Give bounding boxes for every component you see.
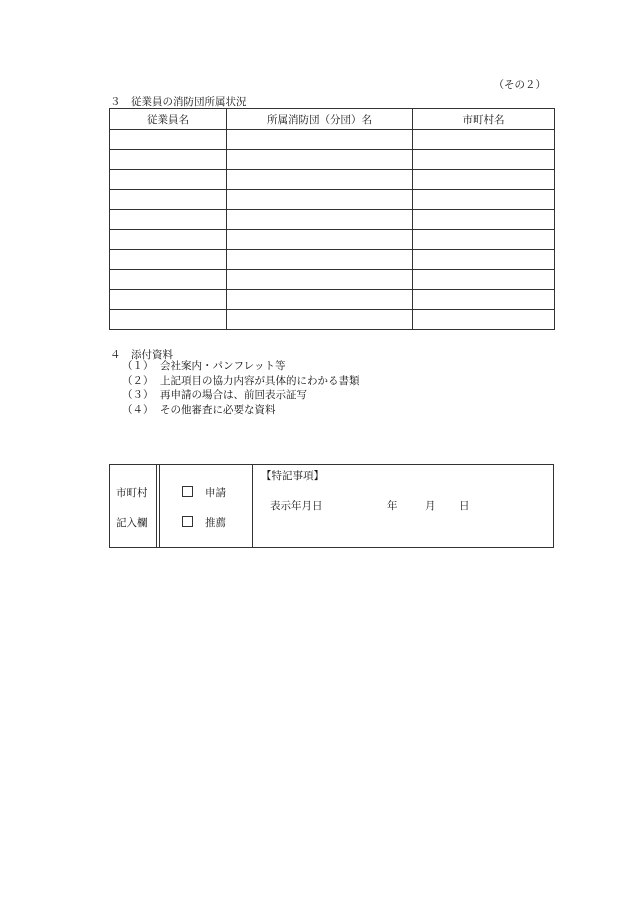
municipality-cell[interactable] <box>413 150 555 170</box>
recommendation-option[interactable]: 推薦 <box>182 515 226 530</box>
affiliation-table <box>109 108 555 330</box>
table-row <box>110 150 555 170</box>
employee-name-cell[interactable] <box>110 250 227 270</box>
month-label: 月 <box>425 500 436 512</box>
table-row <box>110 250 555 270</box>
municipality-entry-box <box>109 464 554 548</box>
employee-name-cell[interactable] <box>110 130 227 150</box>
table-row <box>110 130 555 150</box>
header-employee-name: 従業員名 <box>110 109 227 130</box>
employee-name-cell[interactable] <box>110 230 227 250</box>
year-label: 年 <box>387 500 398 512</box>
table-row <box>110 170 555 190</box>
municipality-cell[interactable] <box>413 270 555 290</box>
fire-brigade-cell[interactable] <box>227 230 413 250</box>
table-header-row <box>110 109 555 130</box>
attachment-list <box>122 359 360 417</box>
list-item: （１） 会社案内・パンフレット等 <box>122 360 286 372</box>
entry-column-label: 記入欄 <box>116 517 148 529</box>
fire-brigade-cell[interactable] <box>227 150 413 170</box>
municipality-label-cell <box>110 465 156 547</box>
employee-name-cell[interactable] <box>110 170 227 190</box>
application-checkbox[interactable] <box>182 486 193 497</box>
fire-brigade-cell[interactable] <box>227 250 413 270</box>
table-row <box>110 310 555 330</box>
section4-title: ４ 添付資料 <box>110 349 173 361</box>
municipality-cell[interactable] <box>413 170 555 190</box>
page-note: （その２） <box>493 79 546 91</box>
fire-brigade-cell[interactable] <box>227 190 413 210</box>
header-fire-brigade-name: 所属消防団（分団）名 <box>227 109 413 130</box>
display-date-label: 表示年月日 <box>270 500 323 512</box>
header-municipality-name: 市町村名 <box>413 109 555 130</box>
list-item: （２） 上記項目の協力内容が具体的にわかる書類 <box>122 374 360 387</box>
special-notes-cell <box>253 465 553 547</box>
fire-brigade-cell[interactable] <box>227 270 413 290</box>
fire-brigade-cell[interactable] <box>227 310 413 330</box>
municipality-cell[interactable] <box>413 230 555 250</box>
table-row <box>110 230 555 250</box>
municipality-cell[interactable] <box>413 130 555 150</box>
employee-name-cell[interactable] <box>110 270 227 290</box>
recommendation-checkbox[interactable] <box>182 516 193 527</box>
employee-name-cell[interactable] <box>110 190 227 210</box>
municipality-label: 市町村 <box>116 487 148 499</box>
fire-brigade-cell[interactable] <box>227 170 413 190</box>
list-item: （４） その他審査に必要な資料 <box>122 403 276 416</box>
day-label: 日 <box>459 500 470 512</box>
employee-name-cell[interactable] <box>110 290 227 310</box>
type-options-cell <box>160 465 253 547</box>
employee-name-cell[interactable] <box>110 210 227 230</box>
fire-brigade-cell[interactable] <box>227 290 413 310</box>
municipality-cell[interactable] <box>413 210 555 230</box>
municipality-cell[interactable] <box>413 190 555 210</box>
table-row <box>110 210 555 230</box>
fire-brigade-cell[interactable] <box>227 210 413 230</box>
table-row <box>110 290 555 310</box>
table-row <box>110 270 555 290</box>
employee-name-cell[interactable] <box>110 310 227 330</box>
list-item: （３） 再申請の場合は、前回表示証写 <box>122 389 307 401</box>
section3-title: ３ 従業員の消防団所属状況 <box>110 96 247 108</box>
municipality-cell[interactable] <box>413 250 555 270</box>
special-notes-title: 【特記事項】 <box>261 470 324 482</box>
application-option[interactable]: 申請 <box>182 485 226 500</box>
municipality-cell[interactable] <box>413 310 555 330</box>
municipality-cell[interactable] <box>413 290 555 310</box>
table-row <box>110 190 555 210</box>
fire-brigade-cell[interactable] <box>227 130 413 150</box>
employee-name-cell[interactable] <box>110 150 227 170</box>
